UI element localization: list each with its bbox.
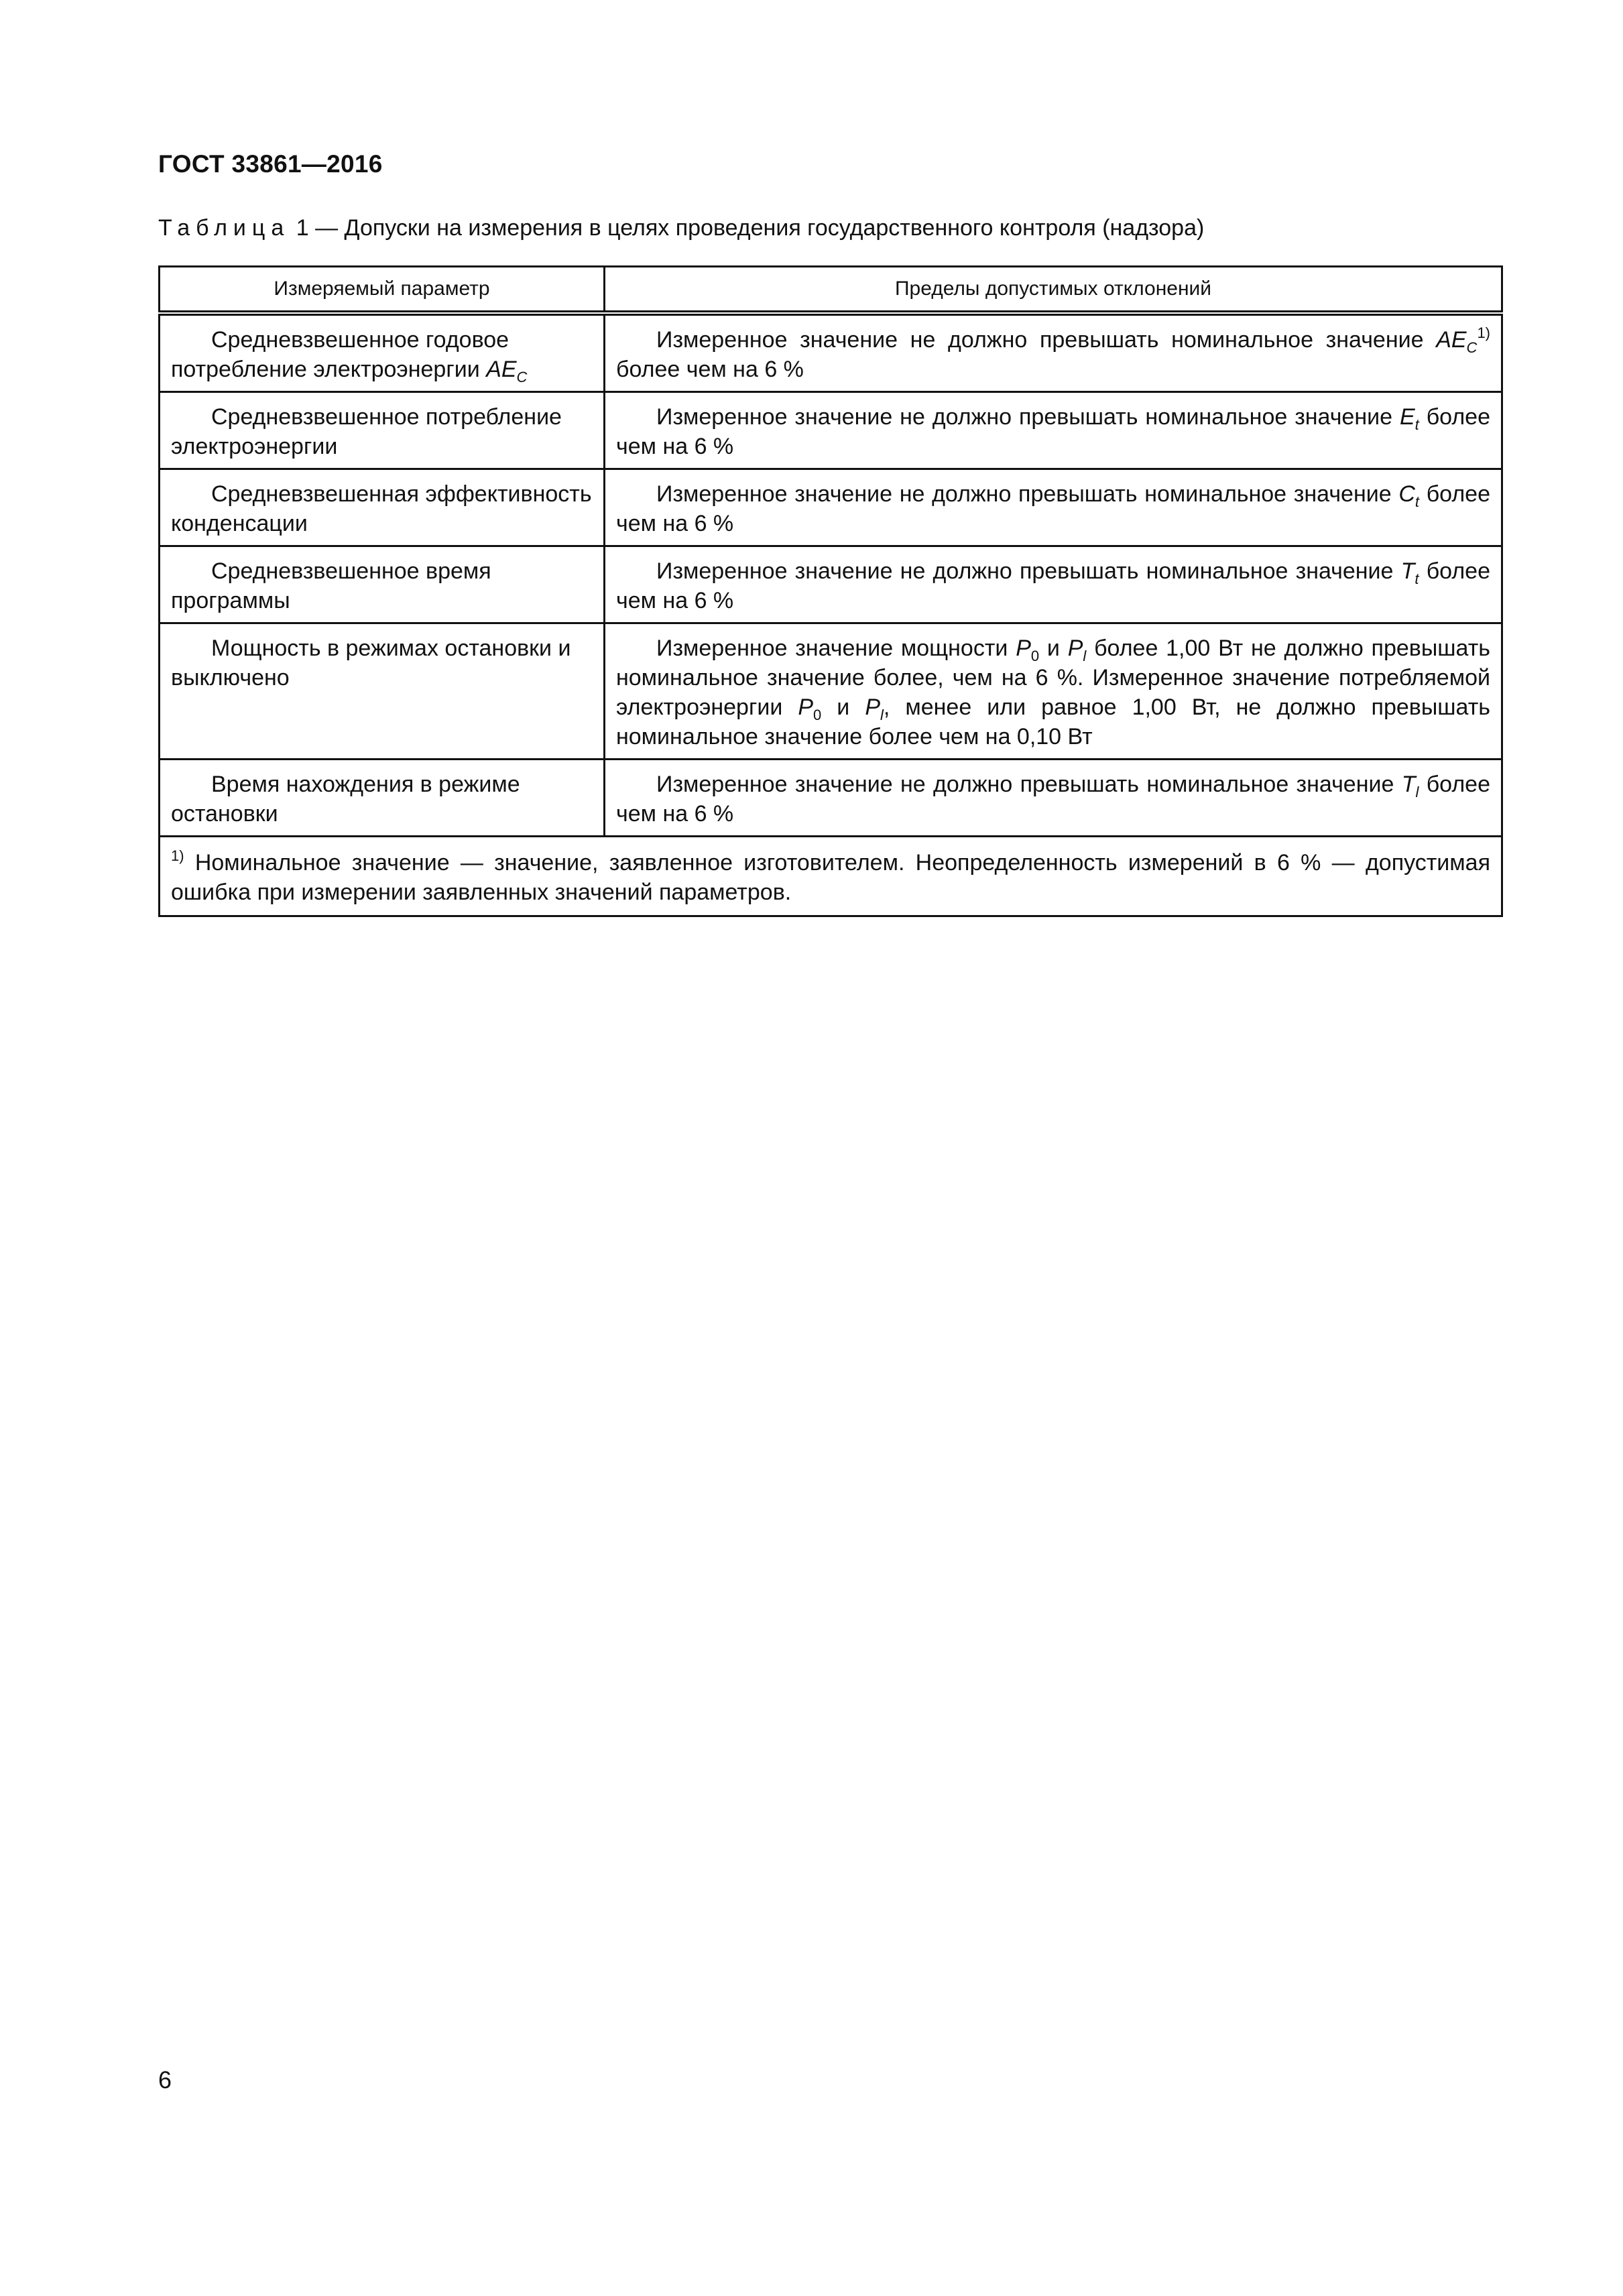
symbol: C bbox=[1398, 481, 1415, 507]
table-row bbox=[160, 313, 1502, 392]
symbol-subscript: l bbox=[1083, 648, 1087, 664]
parameter-text: Средневзвешенное время программы bbox=[171, 558, 491, 613]
table-footnote bbox=[160, 837, 1502, 916]
limit-text: , менее или равное 1,00 Вт, не должно превышать номинальное значение более чем на 0,10 Вт bbox=[616, 694, 1491, 749]
symbol-subscript: C bbox=[1466, 339, 1478, 356]
tolerance-table bbox=[158, 265, 1503, 917]
table-header-row bbox=[160, 267, 1502, 314]
limit-text: Измеренное значение не должно превышать номинальное значение bbox=[656, 772, 1402, 797]
limit-text: и bbox=[821, 694, 865, 720]
parameter-cell bbox=[160, 469, 605, 546]
footnote-mark: 1) bbox=[171, 847, 184, 864]
table-row bbox=[160, 760, 1502, 837]
parameter-text: Время нахождения в режиме остановки bbox=[171, 772, 520, 827]
table-footnote-row bbox=[160, 837, 1502, 916]
table-row bbox=[160, 469, 1502, 546]
table-caption-word: Таблица bbox=[158, 215, 290, 241]
symbol: E bbox=[1399, 404, 1415, 430]
symbol-subscript: C bbox=[516, 369, 528, 385]
limit-cell bbox=[605, 546, 1502, 623]
limit-cell bbox=[605, 469, 1502, 546]
symbol: AE bbox=[1436, 327, 1467, 353]
table-row bbox=[160, 546, 1502, 623]
limit-text: Измеренное значение мощности bbox=[656, 636, 1016, 661]
limit-cell bbox=[605, 313, 1502, 392]
limit-text: более чем на 6 % bbox=[616, 404, 1490, 459]
limit-text: Измеренное значение не должно превышать номинальное значение bbox=[656, 327, 1437, 353]
table-row bbox=[160, 392, 1502, 469]
symbol-subscript: t bbox=[1415, 493, 1419, 510]
symbol-subscript: t bbox=[1415, 570, 1419, 587]
parameter-text: Средневзвешенное годовое потребление электроэнергии bbox=[171, 327, 509, 382]
limit-text: Измеренное значение не должно превышать номинальное значение bbox=[656, 481, 1399, 507]
symbol-subscript: 0 bbox=[813, 707, 822, 723]
limit-text: Измеренное значение не должно превышать номинальное значение bbox=[656, 404, 1400, 430]
symbol: P bbox=[798, 694, 814, 720]
limit-cell bbox=[605, 392, 1502, 469]
table-caption-title: 1 — Допуски на измерения в целях проведения государственного контроля (надзора) bbox=[290, 215, 1205, 241]
symbol-subscript: l bbox=[1415, 784, 1419, 800]
limit-text: более чем на 6 % bbox=[616, 558, 1490, 613]
limit-cell bbox=[605, 623, 1502, 760]
footnote-text: Номинальное значение — значение, заявленное изготовителем. Неопределенность измерений в 6 % — допустимая ошибка при измерении заявленных значений параметров. bbox=[171, 850, 1490, 905]
symbol: T bbox=[1401, 772, 1416, 797]
symbol: P bbox=[1016, 636, 1031, 661]
parameter-cell bbox=[160, 546, 605, 623]
parameter-cell bbox=[160, 760, 605, 837]
parameter-text: Средневзвешенное потребление электроэнергии bbox=[171, 404, 562, 459]
parameter-text: Средневзвешенная эффективность конденсации bbox=[171, 481, 592, 536]
symbol: P bbox=[865, 694, 880, 720]
symbol: P bbox=[1067, 636, 1083, 661]
limit-text: более 1,00 Вт не должно превышать номинальное значение более, чем на 6 %. Измеренное значение потребляемой электроэнергии bbox=[616, 636, 1490, 720]
parameter-cell bbox=[160, 392, 605, 469]
table-row bbox=[160, 623, 1502, 760]
footnote-reference: 1) bbox=[1477, 324, 1490, 341]
table-caption bbox=[158, 215, 1204, 241]
limit-text: более чем на 6 % bbox=[616, 357, 804, 382]
page-number: 6 bbox=[158, 2066, 172, 2094]
parameter-cell bbox=[160, 623, 605, 760]
symbol: T bbox=[1400, 558, 1415, 584]
symbol-subscript: l bbox=[880, 707, 884, 723]
column-header-parameter: Измеряемый параметр bbox=[160, 267, 605, 314]
column-header-limits: Пределы допустимых отклонений bbox=[605, 267, 1502, 314]
limit-text: Измеренное значение не должно превышать номинальное значение bbox=[656, 558, 1401, 584]
symbol: AE bbox=[486, 357, 517, 382]
limit-cell bbox=[605, 760, 1502, 837]
limit-text: более чем на 6 % bbox=[616, 481, 1490, 536]
symbol-subscript: 0 bbox=[1030, 648, 1040, 664]
parameter-cell bbox=[160, 313, 605, 392]
limit-text: и bbox=[1039, 636, 1068, 661]
limit-text: более чем на 6 % bbox=[616, 772, 1490, 827]
symbol-subscript: t bbox=[1415, 416, 1419, 433]
standard-designation: ГОСТ 33861—2016 bbox=[158, 150, 383, 178]
parameter-text: Мощность в режимах остановки и выключено bbox=[171, 636, 571, 690]
